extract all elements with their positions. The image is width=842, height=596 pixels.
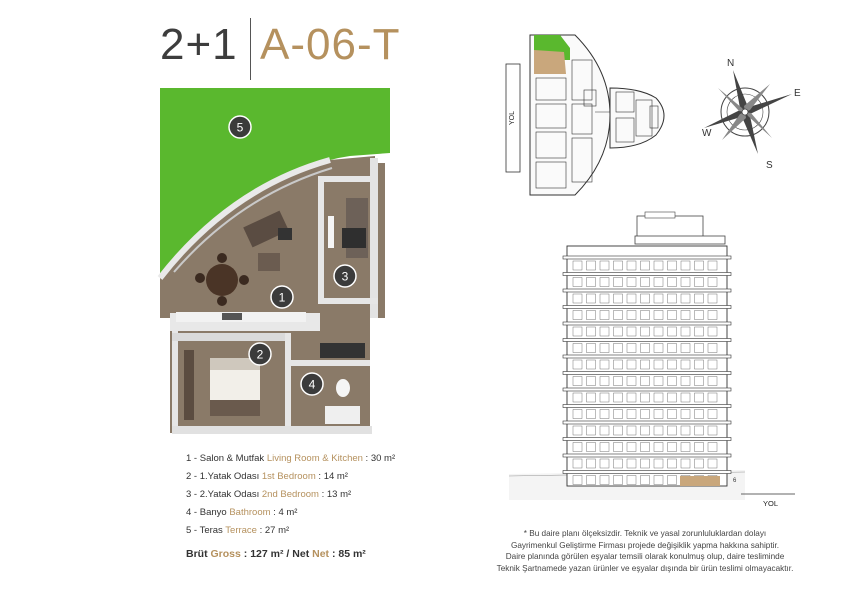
plan-marker-3 [334,265,356,287]
elevation-floor-slab [563,273,731,276]
plan-marker-2 [249,343,271,365]
elevation-floor-slab [563,339,731,342]
building-elevation [505,210,805,508]
svg-text:5: 5 [236,120,244,135]
elevation-floor-slab [563,405,731,408]
elevation-floor-slab [563,388,731,391]
elevation-floor-slab [563,471,731,474]
legend-row-3: 3 - 2.Yatak Odası 2nd Bedroom : 13 m² [186,489,352,500]
legend-row-4: 4 - Banyo Bathroom : 4 m² [186,507,298,518]
legend-row-5: 5 - Teras Terrace : 27 m² [186,525,290,536]
elevation-road-label: YOL [763,499,779,508]
title-divider [250,18,251,80]
svg-text:4: 4 [308,377,316,392]
compass-n: N [727,58,735,69]
elevation-floor-slab [563,355,731,358]
elevation-floor-slab [563,256,731,259]
elevation-floor-slab [563,421,731,424]
compass-icon [700,50,805,170]
svg-text:3: 3 [341,269,349,284]
plan-marker-4 [301,373,323,395]
compass-w: W [702,128,712,139]
elevation-unit-highlight [680,476,720,486]
compass-s: S [766,160,773,171]
elevation-floor-slab [563,454,731,457]
elevation-floor-slab [563,322,731,325]
key-plan-road-label: YOL [509,110,516,126]
elevation-floor-slab [563,306,731,309]
elevation-floor-slab [563,372,731,375]
compass-e: E [794,88,801,99]
unit-type-title: 2+1 [160,20,238,69]
svg-text:1: 1 [278,290,286,305]
elevation-floor-marker: 6 [733,478,737,484]
room-legend [186,450,395,540]
unit-code-title: A-06-T [260,20,401,69]
svg-text:2: 2 [256,347,264,362]
elevation-floor-slab [563,438,731,441]
legend-row-1: 1 - Salon & Mutfak Living Room & Kitchen : 30 m² [186,453,396,464]
disclaimer-note: * Bu daire planı ölçeksizdir. Teknik ve yasal zorunluluklardan dolayı Gayrimenkul Geliştirme Firması projede değişiklik yapma hakkına sahiptir. Daire planında görülen eşyalar temsili olarak konulmuş olup, daire tesliminde Teknik Şartnamede yazan ürünler ve eşyalar dışında bir ürün teslimi olmayacaktır. [496,529,794,573]
site-key-plan [500,30,685,200]
key-plan-unit-highlight [534,50,566,74]
area-totals: Brüt Gross : 127 m² / Net Net : 85 m² [186,548,366,560]
plan-marker-5 [229,116,251,138]
elevation-floor-slab [563,289,731,292]
floor-plan [160,88,395,443]
plan-marker-1 [271,286,293,308]
legend-row-2: 2 - 1.Yatak Odası 1st Bedroom : 14 m² [186,471,348,482]
